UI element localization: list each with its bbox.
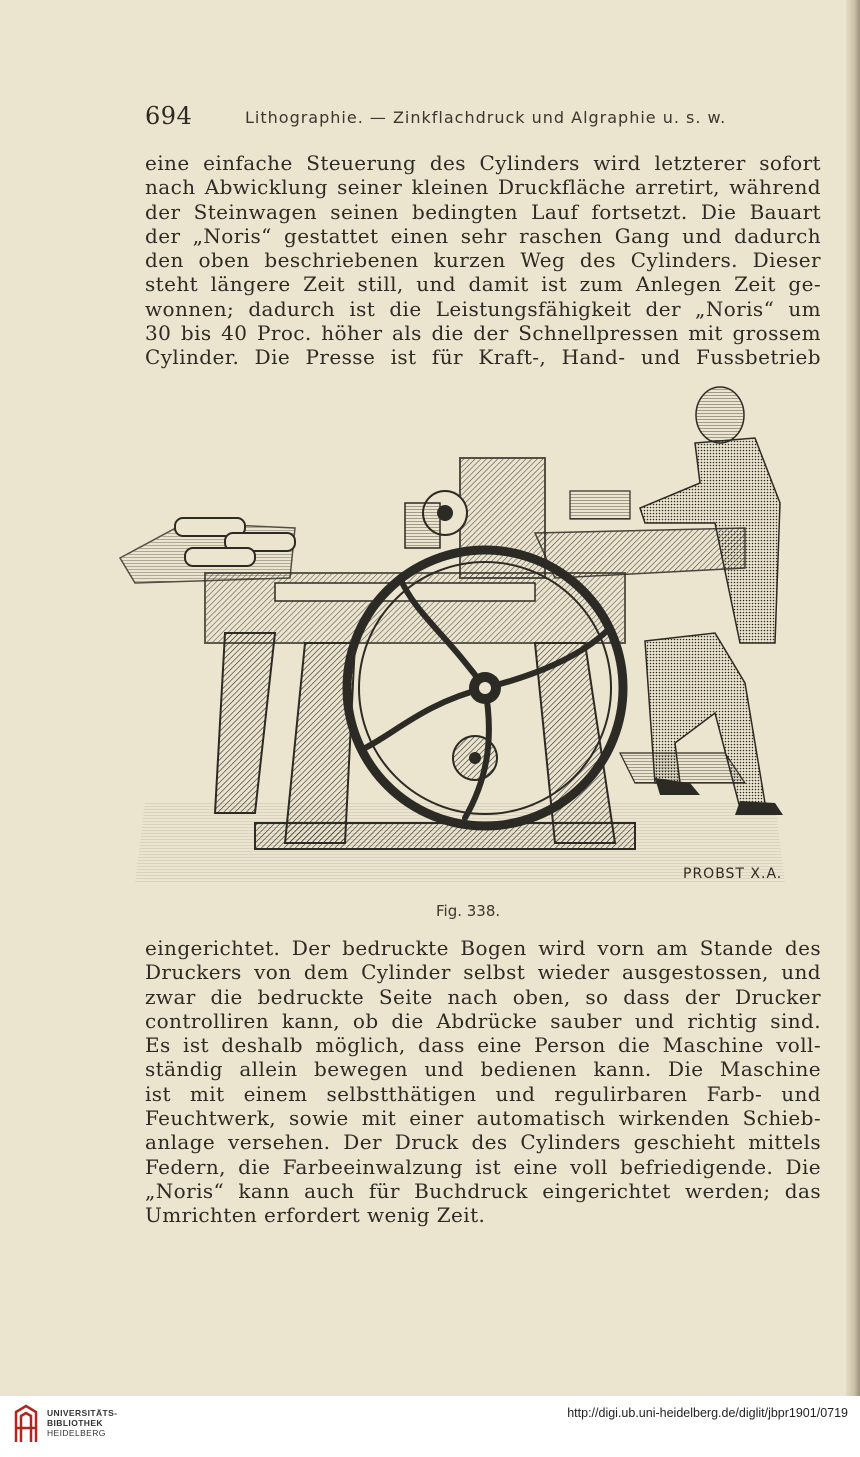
text-line: controlliren kann, ob die Abdrücke sauber und richtig sind. [145, 1008, 821, 1033]
library-name-line: HEIDELBERG [47, 1428, 106, 1438]
library-logo-icon [12, 1404, 40, 1446]
digitization-footer [0, 1396, 860, 1457]
text-line: zwar die bedruckte Seite nach oben, so dass der Drucker [145, 984, 821, 1009]
text-line: Druckers von dem Cylinder selbst wieder ausgestossen, und [145, 960, 821, 985]
text-line: „Noris“ kann auch für Buchdruck eingerichtet werden; das [145, 1178, 821, 1203]
operator-figure [640, 387, 783, 815]
library-name-line: UNIVERSITÄTS- [47, 1408, 118, 1418]
text-line: der „Noris“ gestattet einen sehr raschen Gang und dadurch [145, 223, 821, 248]
text-line: ist mit einem selbstthätigen und regulirbaren Farb- und [145, 1081, 821, 1106]
paragraph-top [145, 151, 821, 370]
text-line: 30 bis 40 Proc. höher als die der Schnellpressen mit grossem [145, 321, 821, 346]
running-head [145, 102, 825, 132]
text-line: eine einfache Steuerung des Cylinders wird letzterer sofort [145, 151, 821, 175]
figure-caption: Fig. 338. [436, 902, 501, 920]
text-line: steht längere Zeit still, und damit ist zum Anlegen Zeit ge- [145, 272, 821, 297]
text-line: ständig allein bewegen und bedienen kann. Die Maschine [145, 1057, 821, 1082]
library-name [47, 1408, 117, 1438]
text-line: wonnen; dadurch ist die Leistungsfähigkeit der „Noris“ um [145, 296, 821, 321]
page-edge [846, 0, 860, 1400]
text-line: Feuchtwerk, sowie mit einer automatisch wirkenden Schieb- [145, 1106, 821, 1131]
text-line: der Steinwagen seinen bedingten Lauf fortsetzt. Die Bauart [145, 199, 821, 224]
text-line: den oben beschriebenen kurzen Weg des Cylinders. Dieser [145, 248, 821, 273]
page-number: 694 [145, 102, 193, 130]
source-url-link[interactable]: http://digi.ub.uni-heidelberg.de/diglit/jbpr1901/0719 [567, 1406, 848, 1420]
paragraph-bottom [145, 936, 821, 1228]
library-name-line: BIBLIOTHEK [47, 1418, 103, 1428]
running-title: Lithographie. — Zinkflachdruck und Algraphie u. s. w. [245, 108, 727, 127]
figure-printing-press [115, 383, 795, 895]
printing-press-illustration [115, 383, 795, 895]
text-line: eingerichtet. Der bedruckte Bogen wird vorn am Stande des [145, 936, 821, 960]
text-line: anlage versehen. Der Druck des Cylinders geschieht mittels [145, 1130, 821, 1155]
text-line: Umrichten erfordert wenig Zeit. [145, 1203, 486, 1228]
engraver-signature: PROBST X.A. [683, 866, 783, 882]
text-line: Es ist deshalb möglich, dass eine Person die Maschine voll- [145, 1033, 821, 1058]
text-line: nach Abwicklung seiner kleinen Druckfläche arretirt, während [145, 175, 821, 200]
text-line: Cylinder. Die Presse ist für Kraft-, Hand- und Fussbetrieb [145, 345, 821, 370]
text-line: Federn, die Farbeeinwalzung ist eine voll befriedigende. Die [145, 1154, 821, 1179]
